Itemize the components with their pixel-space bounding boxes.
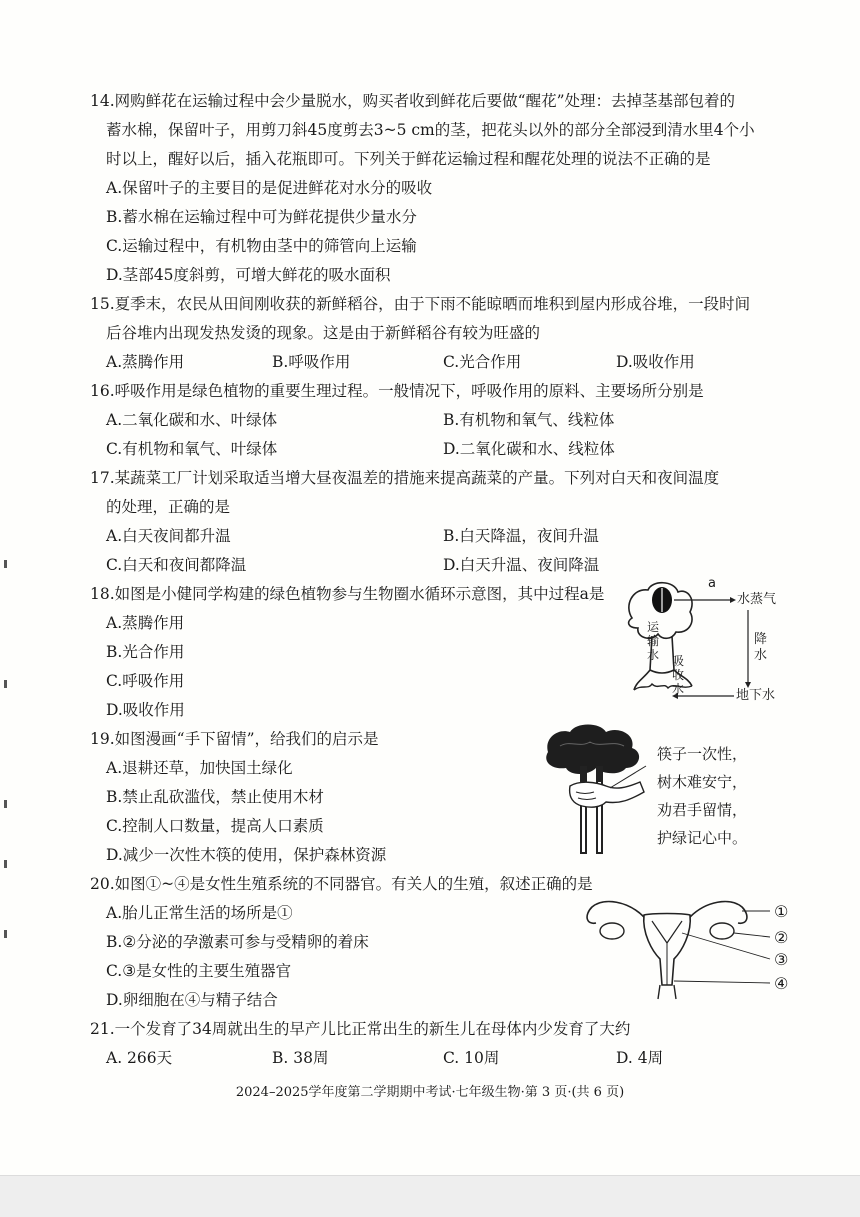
q14-stem-line-1: 14.网购鲜花在运输过程中会少量脱水，购买者收到鲜花后要做“醒花”处理：去掉茎基部包着的 — [90, 92, 736, 110]
q17-option-a: A.白天夜间都升温 — [106, 527, 231, 545]
label-absorb-2: 收 — [672, 668, 685, 682]
q15-option-a: A.蒸腾作用 — [106, 353, 185, 371]
q15-option-d: D.吸收作用 — [616, 353, 695, 371]
q19-option-c: C.控制人口数量，提高人口素质 — [106, 817, 324, 835]
q21-stem: 21.一个发育了34周就出生的早产儿比正常出生的新生儿在母体内少发育了大约 — [90, 1020, 631, 1038]
q16-stem: 16.呼吸作用是绿色植物的重要生理过程。一般情况下，呼吸作用的原料、主要场所分别是 — [90, 382, 704, 400]
q21-option-a: A. 266天 — [106, 1049, 173, 1067]
q17-option-b: B.白天降温，夜间升温 — [443, 527, 599, 545]
binding-mark — [4, 560, 7, 568]
q18-option-c: C.呼吸作用 — [106, 672, 185, 690]
q18-stem: 18.如图是小健同学构建的绿色植物参与生物圈水循环示意图，其中过程a是 — [90, 585, 605, 603]
q16-option-b: B.有机物和氧气、线粒体 — [443, 411, 615, 429]
q18-option-b: B.光合作用 — [106, 643, 185, 661]
page-footer: 2024–2025学年度第二学期期中考试·七年级生物·第 3 页·(共 6 页) — [235, 1085, 625, 1100]
label-transport-2: 输 — [647, 634, 660, 648]
q21-option-b: B. 38周 — [272, 1049, 329, 1067]
binding-mark — [4, 680, 7, 688]
q14-stem-line-3: 时以上，醒好以后，插入花瓶即可。下列关于鲜花运输过程和醒花处理的说法不正确的是 — [106, 150, 711, 168]
water-cycle-figure — [622, 578, 782, 708]
q14-stem-line-2: 蓄水棉，保留叶子，用剪刀斜45度剪去3~5 cm的茎，把花头以外的部分全部浸到清水里4个小 — [106, 121, 755, 139]
label-rain-1: 降 — [754, 632, 768, 647]
q17-option-c: C.白天和夜间都降温 — [106, 556, 247, 574]
q14-option-a: A.保留叶子的主要目的是促进鲜花对水分的吸收 — [106, 179, 433, 197]
label-groundwater: 地下水 — [736, 688, 776, 703]
label-transport-1: 运 — [647, 620, 660, 634]
q19-option-b: B.禁止乱砍滥伐，禁止使用木材 — [106, 788, 324, 806]
binding-mark — [4, 860, 7, 868]
q15-stem-line-2: 后谷堆内出现发热发烫的现象。这是由于新鲜稻谷有较为旺盛的 — [106, 324, 541, 342]
q14-option-b: B.蓄水棉在运输过程中可为鲜花提供少量水分 — [106, 208, 417, 226]
label-transport-3: 水 — [647, 648, 660, 662]
q14-option-d: D.茎部45度斜剪，可增大鲜花的吸水面积 — [106, 266, 391, 284]
q21-option-d: D. 4周 — [616, 1049, 664, 1067]
q17-option-d: D.白天升温、夜间降温 — [443, 556, 600, 574]
q20-option-c: C.③是女性的主要生殖器官 — [106, 962, 292, 980]
label-absorb-3: 水 — [672, 682, 685, 696]
label-rain-2: 水 — [754, 648, 768, 663]
q15-option-b: B.呼吸作用 — [272, 353, 351, 371]
poem-line-4: 护绿记心中。 — [657, 829, 748, 847]
q16-option-c: C.有机物和氧气、叶绿体 — [106, 440, 278, 458]
q20-option-d: D.卵细胞在④与精子结合 — [106, 991, 278, 1009]
label-circled-4: ④ — [774, 974, 789, 993]
chopsticks-cartoon — [540, 722, 650, 862]
q18-option-d: D.吸收作用 — [106, 701, 185, 719]
label-process-a: a — [708, 576, 716, 591]
q15-option-c: C.光合作用 — [443, 353, 522, 371]
q20-option-b: B.②分泌的孕激素可参与受精卵的着床 — [106, 933, 369, 951]
binding-mark — [4, 800, 7, 808]
q19-option-d: D.减少一次性木筷的使用，保护森林资源 — [106, 846, 387, 864]
female-reproductive-figure — [582, 893, 812, 1001]
q20-option-a: A.胎儿正常生活的场所是① — [106, 904, 293, 922]
label-absorb-1: 吸 — [672, 654, 685, 668]
label-circled-2: ② — [774, 928, 789, 947]
q16-option-d: D.二氧化碳和水、线粒体 — [443, 440, 615, 458]
q20-stem: 20.如图①~④是女性生殖系统的不同器官。有关人的生殖，叙述正确的是 — [90, 875, 593, 893]
q17-stem-line-1: 17.某蔬菜工厂计划采取适当增大昼夜温差的措施来提高蔬菜的产量。下列对白天和夜间温度 — [90, 469, 720, 487]
poem-line-3: 劝君手留情， — [657, 801, 748, 819]
reproductive-system-diagram — [582, 893, 772, 1001]
tree-chopsticks-illustration — [540, 722, 650, 862]
q17-stem-line-2: 的处理，正确的是 — [106, 498, 231, 516]
q19-option-a: A.退耕还草，加快国土绿化 — [106, 759, 293, 777]
q16-option-a: A.二氧化碳和水、叶绿体 — [106, 411, 278, 429]
q19-stem: 19.如图漫画“手下留情”，给我们的启示是 — [90, 730, 379, 748]
poem-line-2: 树木难安宁， — [657, 773, 748, 791]
q14-option-c: C.运输过程中，有机物由茎中的筛管向上运输 — [106, 237, 417, 255]
q21-option-c: C. 10周 — [443, 1049, 500, 1067]
viewer-bottom-strip — [0, 1175, 860, 1217]
label-circled-1: ① — [774, 902, 789, 921]
q18-option-a: A.蒸腾作用 — [106, 614, 185, 632]
q15-stem-line-1: 15.夏季末，农民从田间刚收获的新鲜稻谷，由于下雨不能晾晒而堆积到屋内形成谷堆，一段时间 — [90, 295, 751, 313]
label-water-vapor: 水蒸气 — [737, 592, 777, 607]
binding-mark — [4, 930, 7, 938]
label-circled-3: ③ — [774, 950, 789, 969]
poem-line-1: 筷子一次性， — [657, 745, 748, 763]
